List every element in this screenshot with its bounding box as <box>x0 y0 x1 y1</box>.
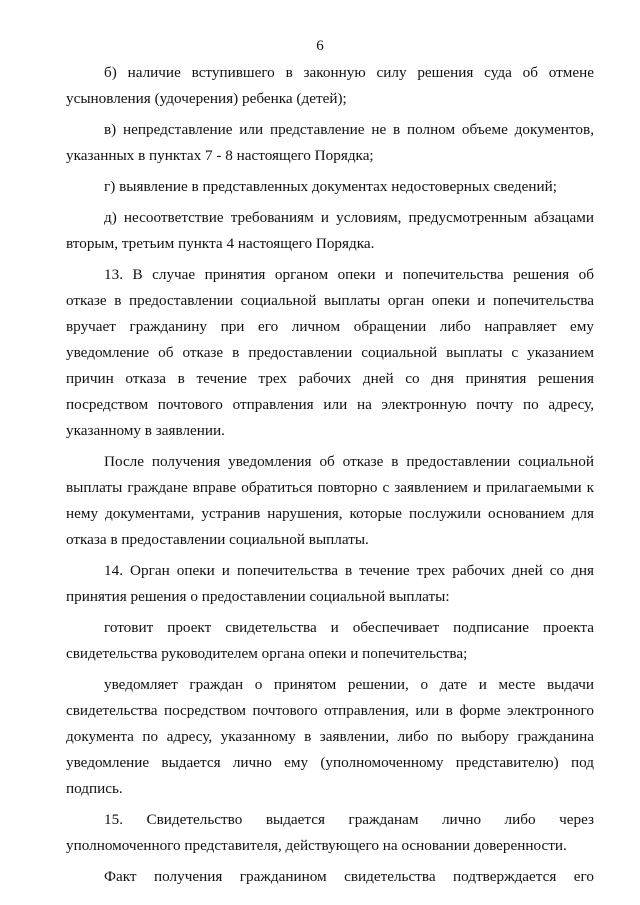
paragraph-line: посредством почтового отправления или на электронную почту по адресу, <box>66 396 594 413</box>
paragraph-line: б) наличие вступившего в законную силу решения суда об отмене <box>104 64 594 81</box>
paragraph <box>66 262 594 444</box>
paragraph-line: вторым, третьим пункта 4 настоящего Порядка. <box>66 235 375 252</box>
paragraph-line: уведомляет граждан о принятом решении, о дате и месте выдачи <box>104 676 594 693</box>
paragraph-line: свидетельства руководителем органа опеки и попечительства; <box>66 645 468 662</box>
paragraph <box>66 174 594 200</box>
paragraph <box>66 60 594 112</box>
paragraph <box>66 864 594 890</box>
paragraph <box>66 449 594 553</box>
paragraph-line: 15. Свидетельство выдается гражданам лично либо через <box>104 811 594 828</box>
paragraph-line: документа по адресу, указанному в заявлении, либо по выбору гражданина <box>66 728 594 745</box>
paragraph <box>66 205 594 257</box>
paragraph-line: г) выявление в представленных документах недостоверных сведений; <box>104 178 557 195</box>
paragraph-line: в) непредставление или представление не в полном объеме документов, <box>104 121 594 138</box>
paragraph <box>66 807 594 859</box>
paragraph-line: указанных в пунктах 7 - 8 настоящего Порядка; <box>66 147 374 164</box>
paragraph-line: д) несоответствие требованиям и условиям, предусмотренным абзацами <box>104 209 594 226</box>
paragraph-line: отказа в предоставлении социальной выплаты. <box>66 531 369 548</box>
paragraph-line: уполномоченного представителя, действующего на основании доверенности. <box>66 837 567 854</box>
paragraph-line: После получения уведомления об отказе в предоставлении социальной <box>104 453 594 470</box>
paragraph-line: свидетельства посредством почтового отправления, или в форме электронного <box>66 702 594 719</box>
paragraph-line: усыновления (удочерения) ребенка (детей); <box>66 90 347 107</box>
paragraph-line: указанному в заявлении. <box>66 422 225 439</box>
paragraph-line: готовит проект свидетельства и обеспечивает подписание проекта <box>104 619 594 636</box>
paragraph-line: 14. Орган опеки и попечительства в течение трех рабочих дней со дня <box>104 562 594 579</box>
paragraph <box>66 558 594 610</box>
paragraph-line: принятия решения о предоставлении социальной выплаты: <box>66 588 450 605</box>
paragraph-line: отказе в предоставлении социальной выплаты орган опеки и попечительства <box>66 292 594 309</box>
paragraph <box>66 672 594 802</box>
paragraph-line: уведомление об отказе в предоставлении социальной выплаты с указанием <box>66 344 594 361</box>
paragraph-line: 13. В случае принятия органом опеки и попечительства решения об <box>104 266 594 283</box>
paragraph <box>66 117 594 169</box>
paragraph <box>66 615 594 667</box>
page-number: 6 <box>316 38 324 54</box>
paragraph-line: причин отказа в течение трех рабочих дней со дня принятия решения <box>66 370 594 387</box>
document-body <box>66 60 594 895</box>
paragraph-line: подпись. <box>66 780 123 797</box>
paragraph-line: нему документами, устранив нарушения, которые послужили основанием для <box>66 505 594 522</box>
paragraph-line: выплаты граждане вправе обратиться повторно с заявлением и прилагаемыми к <box>66 479 594 496</box>
paragraph-line: вручает гражданину при его личном обращении либо направляет ему <box>66 318 594 335</box>
paragraph-line: уведомление выдается лично ему (уполномоченному представителю) под <box>66 754 594 771</box>
paragraph-line: Факт получения гражданином свидетельства подтверждается его <box>104 868 594 885</box>
